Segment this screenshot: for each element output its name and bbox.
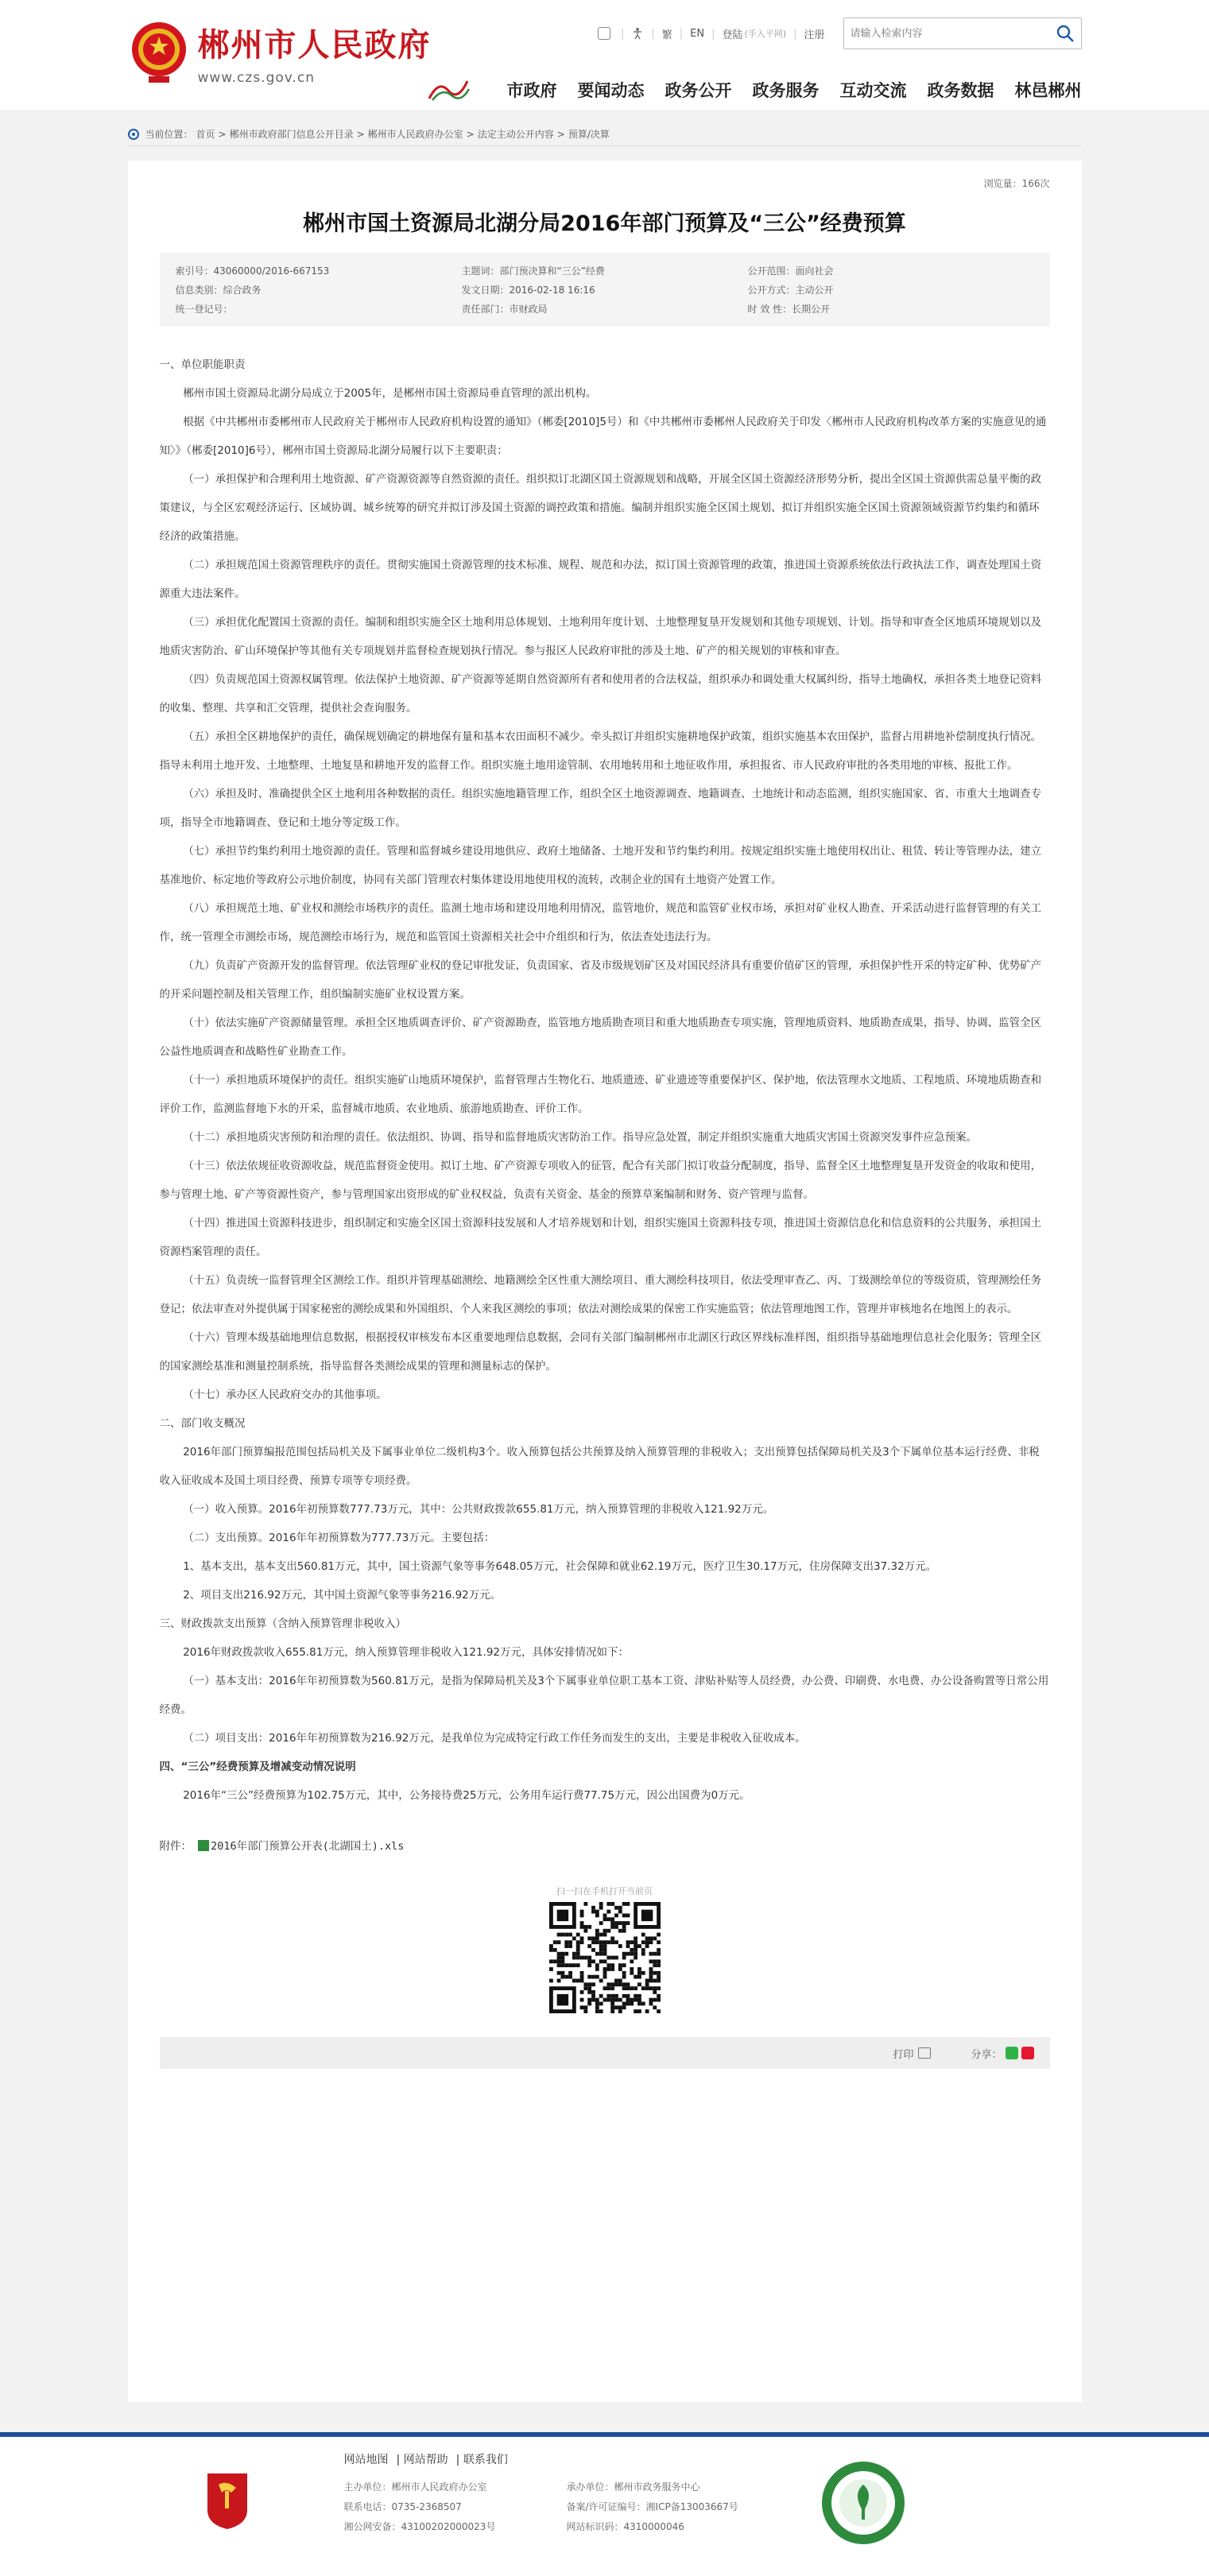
government-site-badge-icon[interactable] (820, 2459, 907, 2547)
nav-decoration-icon (426, 76, 471, 103)
wechat-icon[interactable] (1006, 2047, 1018, 2059)
article-paragraph: 2016年财政拨款收入655.81万元，纳入预算管理非税收入121.92万元，具体安排情况如下： (183, 1646, 630, 1659)
print-button[interactable] (893, 2046, 931, 2061)
article-paragraph: （一）收入预算。2016年初预算数777.73万元，其中：公共财政拨款655.81万元，纳入预算管理的非税收入121.92万元。 (183, 1503, 774, 1516)
search-icon (1056, 24, 1075, 43)
article-paragraph: （八）承担规范土地、矿业权和测绘市场秩序的责任。监测土地市场和建设用地利用情况，监管地价，规范和监管矿业权市场，承担对矿业权人勘查、开采活动进行监督管理的有关工作，统一管理全市测绘市场，规范测绘市场行为，规范和监管国土资源相关社会中介组织和行为，依法查处违法行为。 (159, 902, 1042, 943)
article-paragraph: （九）负责矿产资源开发的监督管理。依法管理矿业权的登记审批发证，负责国家、省及市级规划矿区及对国民经济具有重要价值矿区的管理，承担保护性开采的特定矿种、优势矿产的开采问题控制及相关管理工作，组织编制实施矿业权设置方案。 (159, 959, 1042, 1001)
article-paragraph: （一）承担保护和合理利用土地资源、矿产资源资源等自然资源的责任。组织拟订北湖区国土资源规划和战略，开展全区国土资源经济形势分析，提出全区国土资源供需总量平衡的政策建议，与全区宏观经济运行、区域协调、城乡统筹的研究并拟订涉及国土资源的调控政策和措施。编制并组织实施全区国土规划、拟订并组织实施全区国土资源领域资源节约集约和循环经济的政策措施。 (159, 473, 1042, 543)
article-paragraph: （十四）推进国土资源科技进步，组织制定和实施全区国土资源科技发展和人才培养规划和计划，组织实施国土资源科技专项，推进国土资源信息化和信息资料的公共服务，承担国土资源档案管理的责任。 (159, 1217, 1042, 1258)
login-hint: (手入平网) (744, 29, 787, 39)
main-nav (426, 76, 1082, 103)
footer-info (344, 2480, 853, 2533)
meta-scope: 公开范围：面向社会 (747, 265, 834, 277)
footer-phone: 联系电话：0735-2368507 (343, 2501, 462, 2512)
nav-item-government[interactable]: 市政府 (506, 81, 557, 100)
traditional-chinese-link[interactable]: 繁 (661, 29, 672, 41)
breadcrumb-content[interactable]: 法定主动公开内容 (477, 129, 554, 140)
article-paragraph: 2016年“三公”经费预算为102.75万元，其中，公务接待费25万元，公务用车运行费77.75万元，因公出国费为0万元。 (183, 1789, 750, 1802)
article-paragraph: 2、项目支出216.92万元，其中国土资源气象等事务216.92万元。 (183, 1589, 502, 1602)
article-paragraph: （十五）负责统一监督管理全区测绘工作。组织并管理基础测绘、地籍测绘全区性重大测绘项目、重大测绘科技项目，依法受理审查乙、丙、丁级测绘单位的等级资质，管理测绘任务登记；依法审查对外提供属于国家秘密的测绘成果和外国组织、个人来我区测绘的事项；依法对测绘成果的保密工作实施监管；依法管理地图工作，管理并审核地名在地图上的表示。 (159, 1274, 1042, 1315)
article-paragraph: （一）基本支出：2016年年初预算数为560.81万元，是指为保障局机关及3个下属事业单位职工基本工资、津贴补贴等人员经费，办公费、印刷费、水电费、办公设备购置等日常公用经费。 (159, 1675, 1049, 1716)
article-paragraph: （七）承担节约集约利用土地资源的责任。管理和监督城乡建设用地供应、政府土地储备、土地开发和节约集约利用。按规定组织实施土地使用权出让、租赁、转让等管理办法，建立基准地价、标定地价等政府公示地价制度，协同有关部门管理农村集体建设用地使用权的流转，改制企业的国有土地资产处置工作。 (159, 845, 1042, 886)
footer-sponsor: 主办单位：郴州市人民政府办公室 (343, 2481, 487, 2493)
print-label: 打印 (893, 2048, 914, 2061)
article-paragraph: （四）负责规范国土资源权属管理。依法保护土地资源、矿产资源等延期自然资源所有者和使用者的合法权益，组织承办和调处重大权属纠纷，指导土地确权，承担各类土地登记资料的收集、整理、共享和汇交管理，提供社会查询服务。 (159, 673, 1042, 715)
article-paragraph: 一、单位职能职责 (159, 358, 246, 371)
nav-item-linyi-chenzhou[interactable]: 林邑郴州 (1014, 81, 1082, 100)
article-paragraph: 根据《中共郴州市委郴州市人民政府关于郴州市人民政府机构设置的通知》（郴委[2010]5号）和《中共郴州市委郴州人民政府关于印发〈郴州市人民政府机构改革方案的实施意见的通知〉》（郴委[2010]6号），郴州市国土资源局北湖分局履行以下主要职责： (159, 416, 1047, 457)
meta-index-no: 索引号：43060000/2016-667153 (175, 265, 330, 277)
view-count: 浏览量：166次 (983, 178, 1050, 189)
footer-site-code: 网站标识码：4310000046 (566, 2521, 684, 2532)
qr-icon (598, 27, 610, 40)
nav-item-open-affairs[interactable]: 政务公开 (665, 81, 732, 100)
meta-unified-no: 统一登记号： (175, 304, 233, 315)
nav-item-interaction[interactable]: 互动交流 (839, 81, 907, 100)
article-paragraph: （二）承担规范国土资源管理秩序的责任。贯彻实施国土资源管理的技术标准、规程、规范和办法，拟订国土资源管理的政策，推进国土资源系统依法行政执法工作，调查处理国土资源重大违法案件。 (159, 559, 1042, 600)
accessibility-icon (631, 27, 644, 40)
article-paragraph: （十七）承办区人民政府交办的其他事项。 (183, 1389, 387, 1401)
breadcrumb-budget[interactable]: 预算/决算 (568, 129, 610, 140)
top-toolbar: | | 繁 | EN | 登陆 (手入平网) | 注册 请输入检索内容 (591, 17, 1082, 49)
search-input[interactable] (851, 28, 1049, 40)
article-paragraph: （十二）承担地质灾害预防和治理的责任。依法组织、协调、指导和监督地质灾害防治工作。指导应急处置，制定并组织实施重大地质灾害国土资源突发事件应急预案。 (183, 1131, 978, 1144)
location-icon (128, 129, 139, 140)
attachment-link[interactable]: 2016年部门预算公开表(北湖国土).xls (211, 1840, 405, 1853)
footer-icp[interactable]: 备案/许可证编号：湘ICP备13003667号 (566, 2501, 738, 2512)
login-label: 登陆 (722, 29, 743, 41)
article-container (128, 161, 1082, 2402)
article-paragraph: 2016年部门预算编报范围包括局机关及下属事业单位二级机构3个。收入预算包括公共预算及纳入预算管理的非税收入；支出预算包括保障局机关及3个下属单位基本运行经费、非税收入征收成本及国土项目经费、预算专项等专项经费。 (159, 1446, 1040, 1487)
share-label: 分享： (971, 2048, 1002, 2061)
search-button[interactable] (1049, 18, 1081, 48)
attachment (160, 1837, 1050, 1853)
article-paragraph: （十一）承担地质环境保护的责任。组织实施矿山地质环境保护，监督管理古生物化石、地质遗迹、矿业遗迹等重要保护区、保护地，依法管理水文地质、工程地质、环境地质勘查和评价工作，监测监督地下水的开采，监督城市地质、农业地质、旅游地质勘查、评价工作。 (159, 1074, 1042, 1115)
qr-caption: 扫一扫在手机打开当前页 (556, 1886, 653, 1896)
footer-link-sitemap[interactable]: 网站地图 (343, 2454, 389, 2466)
register-link[interactable]: 注册 (804, 29, 825, 41)
nav-item-data[interactable]: 政务数据 (927, 81, 994, 100)
breadcrumb-label: 当前位置： (145, 129, 193, 140)
nav-item-news[interactable]: 要闻动态 (577, 81, 645, 100)
english-link[interactable]: EN (690, 27, 705, 40)
qr-section (160, 1885, 1050, 2016)
article-paragraph: 郴州市国土资源局北湖分局成立于2005年，是郴州市国土资源局垂直管理的派出机构。 (183, 387, 597, 400)
meta-validity: 时 效 性：长期公开 (747, 304, 831, 315)
attachment-label: 附件： (159, 1840, 192, 1853)
footer-organizer: 承办单位：郴州市政务服务中心 (566, 2481, 700, 2493)
page-title: 郴州市国土资源局北湖分局2016年部门预算及“三公”经费预算 (303, 211, 906, 236)
footer-links: 网站地图 | 网站帮助 | 联系我们 (343, 2454, 508, 2466)
site-footer (0, 2432, 1209, 2576)
article-actions (160, 2037, 1050, 2069)
share-bar (971, 2046, 1033, 2061)
site-title: 郴州市人民政府 (197, 25, 432, 64)
login-link[interactable] (722, 26, 786, 41)
breadcrumb: 当前位置： 首页 > 郴州市政府部门信息公开目录 > 郴州市人民政府办公室 > 法定主动公开内容 > 预算/决算 (128, 122, 1082, 146)
article-paragraph: （二）支出预算。2016年年初预算数为777.73万元。主要包括： (183, 1532, 495, 1544)
article-body (160, 351, 1050, 1810)
footer-link-help[interactable]: 网站帮助 (403, 2454, 448, 2466)
article-paragraph: 二、部门收支概况 (159, 1417, 246, 1430)
national-emblem-icon (128, 17, 190, 87)
breadcrumb-office[interactable]: 郴州市人民政府办公室 (367, 129, 463, 140)
footer-link-contact[interactable]: 联系我们 (463, 2454, 508, 2466)
article-paragraph: （十）依法实施矿产资源储量管理。承担全区地质调查评价、矿产资源勘查，监管地方地质勘查项目和重大地质勘查专项实施，管理地质资料、地质勘查成果，指导、协调、监管全区公益性地质调查和战略性矿业勘查工作。 (159, 1017, 1042, 1058)
breadcrumb-catalog[interactable]: 郴州市政府部门信息公开目录 (229, 129, 354, 140)
meta-method: 公开方式：主动公开 (747, 285, 834, 296)
site-url: www.czs.gov.cn (197, 69, 316, 86)
breadcrumb-home[interactable]: 首页 (196, 129, 215, 140)
search-box (843, 17, 1082, 49)
nav-item-services[interactable]: 政务服务 (752, 81, 820, 100)
excel-file-icon (198, 1840, 209, 1851)
printer-icon (918, 2047, 931, 2059)
party-emblem-icon (200, 2469, 255, 2532)
article-paragraph: 三、财政拨款支出预算（含纳入预算管理非税收入） (159, 1617, 406, 1630)
meta-owner: 责任部门：市财政局 (461, 304, 548, 315)
qr-code-icon (549, 1902, 661, 2013)
qr-code-tool[interactable] (598, 27, 614, 40)
site-header (0, 0, 1209, 111)
article-paragraph: （六）承担及时、准确提供全区土地利用各种数据的责任。组织实施地籍管理工作，组织全区土地资源调查、地籍调查、土地统计和动态监测，组织实施国家、省、市重大土地调查专项，指导全市地籍调查、登记和土地分等定级工作。 (159, 788, 1042, 829)
article-paragraph: （五）承担全区耕地保护的责任，确保规划确定的耕地保有量和基本农田面积不减少。牵头拟订并组织实施耕地保护政策，组织实施基本农田保护，监督占用耕地补偿制度执行情况。指导未利用土地开发、土地整理、土地复垦和耕地开发的监督工作。组织实施土地用途管制、农用地转用和土地征收作用，承担报省、市人民政府审批的各类用地的审核、报批工作。 (159, 730, 1042, 772)
meta-topic: 主题词：部门预决算和“三公”经费 (461, 265, 605, 277)
document-meta (160, 253, 1050, 327)
article-paragraph: （十三）依法依规征收资源收益，规范监督资金使用。拟订土地、矿产资源专项收入的征管，配合有关部门拟订收益分配制度，指导、监督全区土地整理复垦开发资金的收取和使用，参与管理土地、矿产等资源性资产，参与管理国家出资形成的矿业权权益，负责有关资金、基金的预算草案编制和财务、资产管理与监督。 (159, 1160, 1042, 1201)
weibo-icon[interactable] (1021, 2047, 1034, 2059)
accessibility-tool[interactable] (631, 27, 644, 40)
article-paragraph: 四、“三公”经费预算及增减变动情况说明 (159, 1761, 356, 1773)
footer-police[interactable]: 湘公网安备：43100202000023号 (343, 2521, 496, 2532)
site-logo[interactable] (128, 17, 432, 87)
meta-date: 发文日期：2016-02-18 16:16 (461, 285, 595, 296)
article-paragraph: （十六）管理本级基础地理信息数据，根据授权审核发布本区重要地理信息数据，会同有关部门编制郴州市北湖区行政区界线标准样图，组织指导基础地理信息社会化服务；管理全区的国家测绘基准和测量控制系统，指导监督各类测绘成果的管理和测量标志的保护。 (159, 1331, 1042, 1373)
meta-category: 信息类别：综合政务 (175, 285, 262, 296)
article-paragraph: （二）项目支出：2016年年初预算数为216.92万元，是我单位为完成特定行政工作任务而发生的支出，主要是非税收入征收成本。 (183, 1732, 806, 1745)
article-paragraph: 1、基本支出，基本支出560.81万元，其中，国土资源气象等事务648.05万元，社会保障和就业62.19万元，医疗卫生30.17万元，住房保障支出37.32万元。 (183, 1560, 937, 1573)
article-paragraph: （三）承担优化配置国土资源的责任。编制和组织实施全区土地利用总体规划、土地利用年度计划、土地整理复垦开发规划和其他专项规划、计划。指导和审查全区地质环境规划以及地质灾害防治、矿山环境保护等其他有关专项规划并监督检查规划执行情况。参与报区人民政府审批的涉及土地、矿产的相关规划的审核和审查。 (159, 616, 1042, 657)
